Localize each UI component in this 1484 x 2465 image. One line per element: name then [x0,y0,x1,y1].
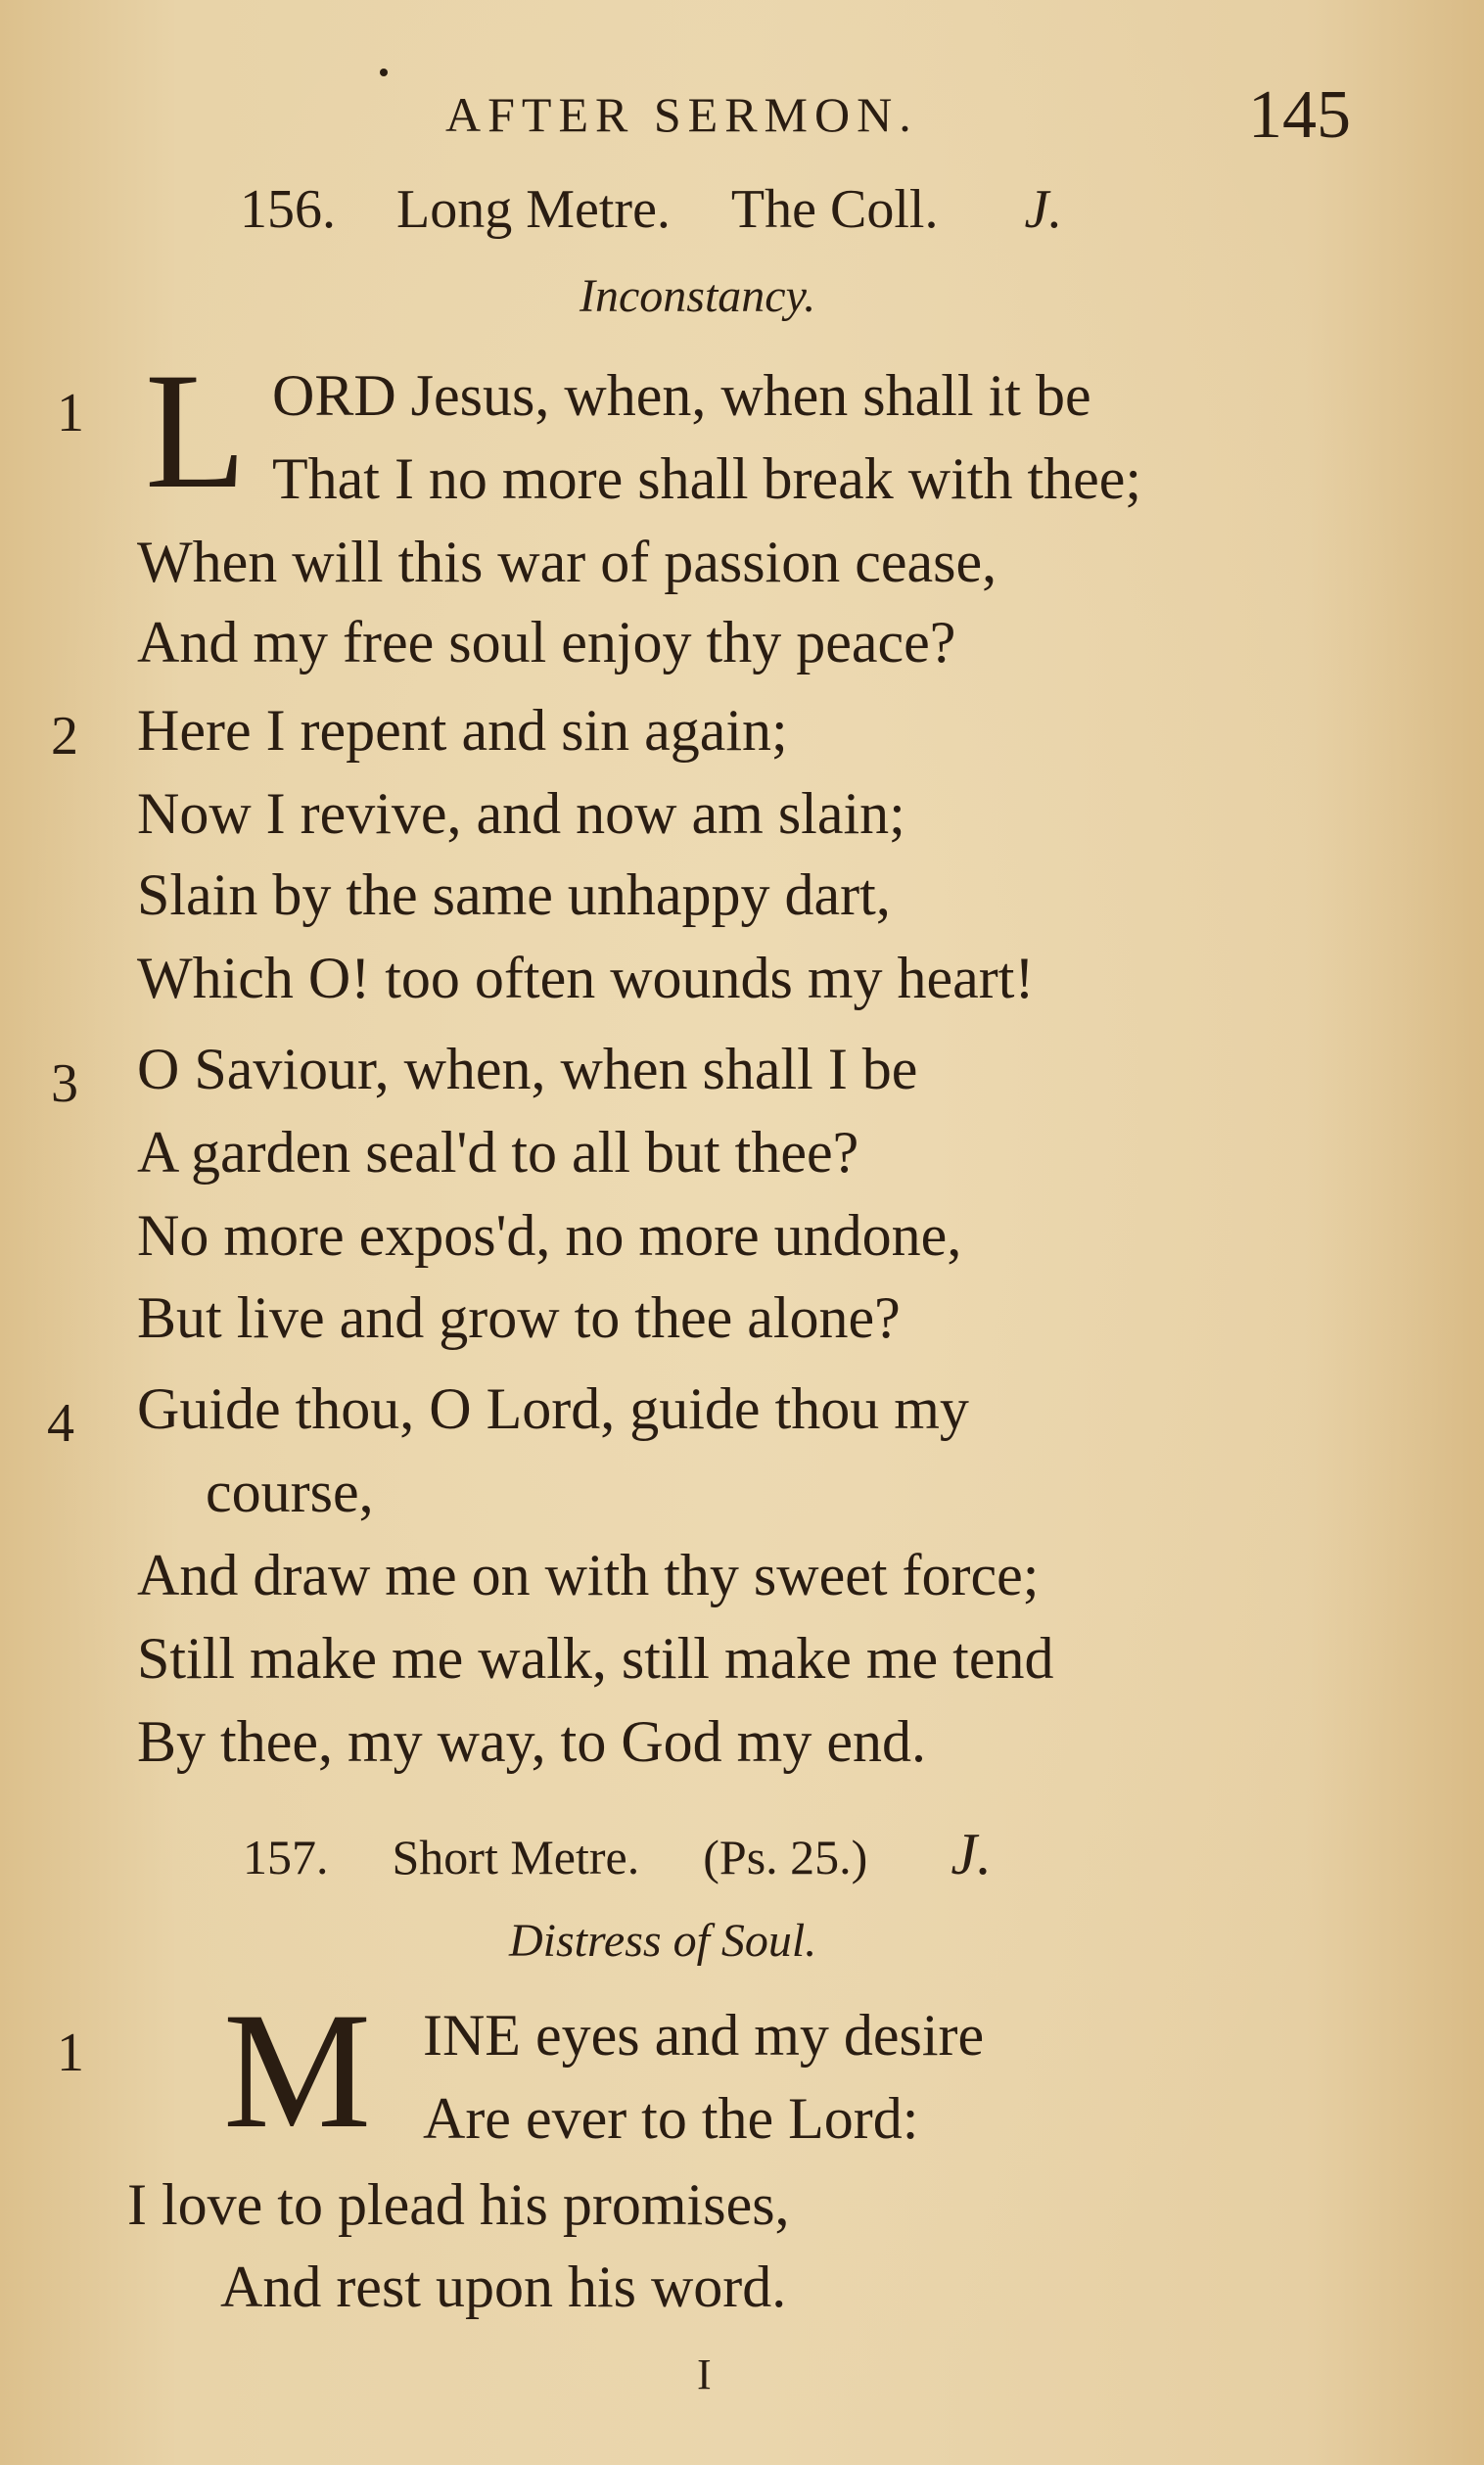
verse-line: Guide thou, O Lord, guide thou my [137,1376,969,1441]
verse-line: Here I repent and sin again; [137,698,788,763]
hymn-mark: J. [1024,179,1063,240]
page-number: 145 [1248,77,1351,153]
verse-number: 2 [51,706,78,767]
verse-line: Which O! too often wounds my heart! [137,946,1035,1010]
drop-cap-letter: L [145,339,247,523]
verse-line: Now I revive, and now am slain; [137,781,905,846]
verse-line: But live and grow to thee alone? [137,1285,901,1350]
hymn-tune: (Ps. 25.) [703,1830,868,1884]
drop-cap-letter: M [223,1978,372,2163]
hymn-metre: Long Metre. [396,179,671,240]
verse-line: And rest upon his word. [220,2255,787,2319]
verse-line: I love to plead his promises, [127,2172,790,2237]
verse-line: Are ever to the Lord: [423,2086,919,2151]
verse-line: And my free soul enjoy thy peace? [137,610,956,674]
running-title: AFTER SERMON. [445,87,918,142]
ink-dot [380,69,388,76]
verse-line: INE eyes and my desire [423,2003,985,2068]
verse-line: ORD Jesus, when, when shall it be [272,363,1091,428]
hymn-mark: J. [951,1822,992,1886]
verse-line: When will this war of passion cease, [137,530,997,594]
catchword: I [697,2350,712,2398]
verse-line: course, [206,1460,374,1524]
verse-line: And draw me on with thy sweet force; [137,1543,1040,1607]
hymn-metre: Short Metre. [392,1830,640,1884]
hymn-156-heading [240,178,1062,241]
verse-line: By thee, my way, to God my end. [137,1709,926,1774]
verse-number: 3 [51,1053,78,1114]
hymn-tune: The Coll. [730,179,939,240]
hymn-number: 157. [243,1830,329,1884]
verse-number: 1 [57,383,84,443]
verse-line: That I no more shall break with thee; [272,446,1142,511]
hymn-157-subject: Distress of Soul. [509,1915,817,1967]
verse-line: No more expos'd, no more undone, [137,1203,962,1268]
verse-line: O Saviour, when, when shall I be [137,1037,918,1101]
hymn-157-heading [243,1821,992,1888]
hymn-number: 156. [240,179,336,240]
verse-number: 1 [57,2023,84,2083]
verse-number: 4 [47,1393,74,1454]
hymn-156-subject: Inconstancy. [580,270,816,322]
verse-line: A garden seal'd to all but thee? [137,1120,859,1185]
verse-line: Still make me walk, still make me tend [137,1626,1054,1691]
verse-line: Slain by the same unhappy dart, [137,862,891,927]
